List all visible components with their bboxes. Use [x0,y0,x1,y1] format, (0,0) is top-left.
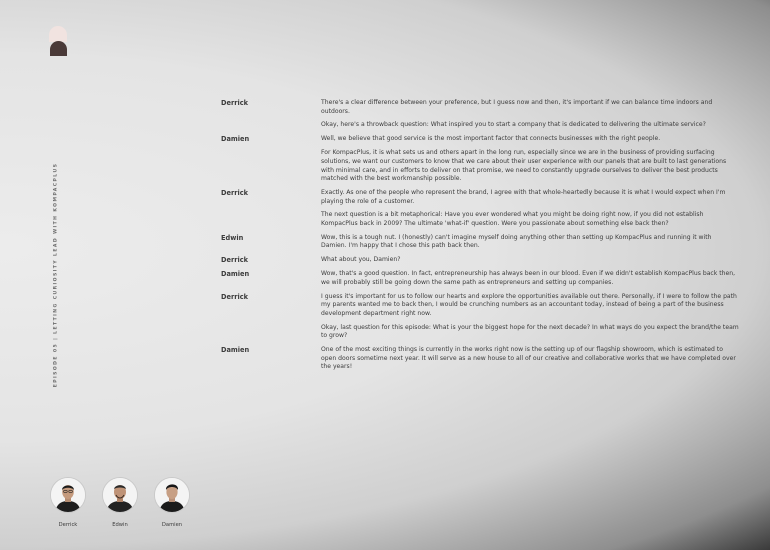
episode-side-label: EPISODE 05 | LETTING CURIOSITY LEAD WITH KOMPACPLUS [53,162,59,388]
participant-name: Edwin [112,522,128,528]
transcript-row [221,234,741,251]
participant-damien [154,477,190,528]
person-portrait-icon [103,478,137,512]
logo-top-shape [49,26,67,42]
speech-text: I guess it's important for us to follow our hearts and explore the opportunities available out there. Personally, if I were to follow the path my parents wanted me to back then, I would be crunching numbers as an accountant today, instead of being a part of the business development department right now. [321,292,737,317]
speaker-name: Derrick [221,99,249,107]
participants [50,477,190,528]
person-portrait-icon [155,478,189,512]
speaker-name: Damien [221,135,250,144]
speech-text: Wow, this is a tough nut. I (honestly) can't imagine myself doing anything other than setting up KompacPlus and running it with Damien. I'm happy that I chose this path back then. [321,233,712,250]
logo-bottom-shape [50,41,67,56]
speaker-name: Derrick [221,188,249,197]
speech-text: Well, we believe that good service is the most important factor that connects businesses with the right people. [321,135,661,143]
speaker-name: Edwin [221,233,244,242]
speaker-name: Derrick [221,256,249,265]
transcript-row [221,99,741,116]
speech-text: The next question is a bit metaphorical: Have you ever wondered what you might be doing right now, if you did not establish KompacPlus back in 2009? The ultimate 'what-if' question. Were you passionate about something else back then? [321,211,704,228]
transcript-row [221,149,741,184]
participant-edwin [102,477,138,528]
transcript-row [221,256,741,265]
speech-text: Okay, here's a throwback question: What inspired you to start a company that is dedicated to delivering the ultimate service? [321,121,706,129]
transcript-row [221,135,741,144]
participant-derrick [50,477,86,528]
avatar [154,477,190,513]
speech-text: For KompacPlus, it is what sets us and others apart in the long run, especially since we are in the business of providing surfacing solutions, we want our customers to know that we care about their user experience with our panels that are built to last generations with minimal care, and in efforts to deliver on that promise, we need to constantly upgrade ourselves to deliver the best products matched with the best workmanship possible. [321,149,727,183]
transcript-row [221,189,741,206]
transcript-row [221,324,741,341]
speaker-name: Damien [221,270,250,279]
speech-text: Wow, that's a good question. In fact, entrepreneurship has always been in our blood. Even if we didn't establish KompacPlus back then, we will probably still be going down the same path as entrepreneurs and setting up companies. [321,270,736,286]
avatar [102,477,138,513]
transcript-row [221,270,741,287]
speech-text: Exactly. As one of the people who represent the brand, I agree with that whole-heartedly because it is what I would expect when I'm playing the role of a customer. [321,188,726,205]
speech-text: Okay, last question for this episode: What is your the biggest hope for the next decade? In what ways do you expect the brand/the team to grow? [321,323,739,340]
person-portrait-icon [51,478,85,512]
transcript-row [221,293,741,319]
speaker-name: Derrick [221,292,249,301]
speech-text: One of the most exciting things is currently in the works right now is the setting up of our flagship showroom, which is estimated to open doors sometime next year. It will serve as a new house to all of our creative and collaborative works that we have completed over the years! [321,346,736,371]
transcript-row [221,211,741,228]
transcript-row [221,346,741,372]
speech-text: What about you, Damien? [321,256,401,264]
brand-logo [49,26,67,56]
interview-transcript [221,99,741,377]
participant-name: Damien [161,522,183,528]
speaker-name: Damien [221,346,250,355]
speech-text: There's a clear difference between your preference, but I guess now and then, it's important if we can balance time indoors and outdoors. [321,99,713,115]
transcript-row [221,121,741,130]
avatar [50,477,86,513]
participant-name: Derrick [58,522,78,528]
